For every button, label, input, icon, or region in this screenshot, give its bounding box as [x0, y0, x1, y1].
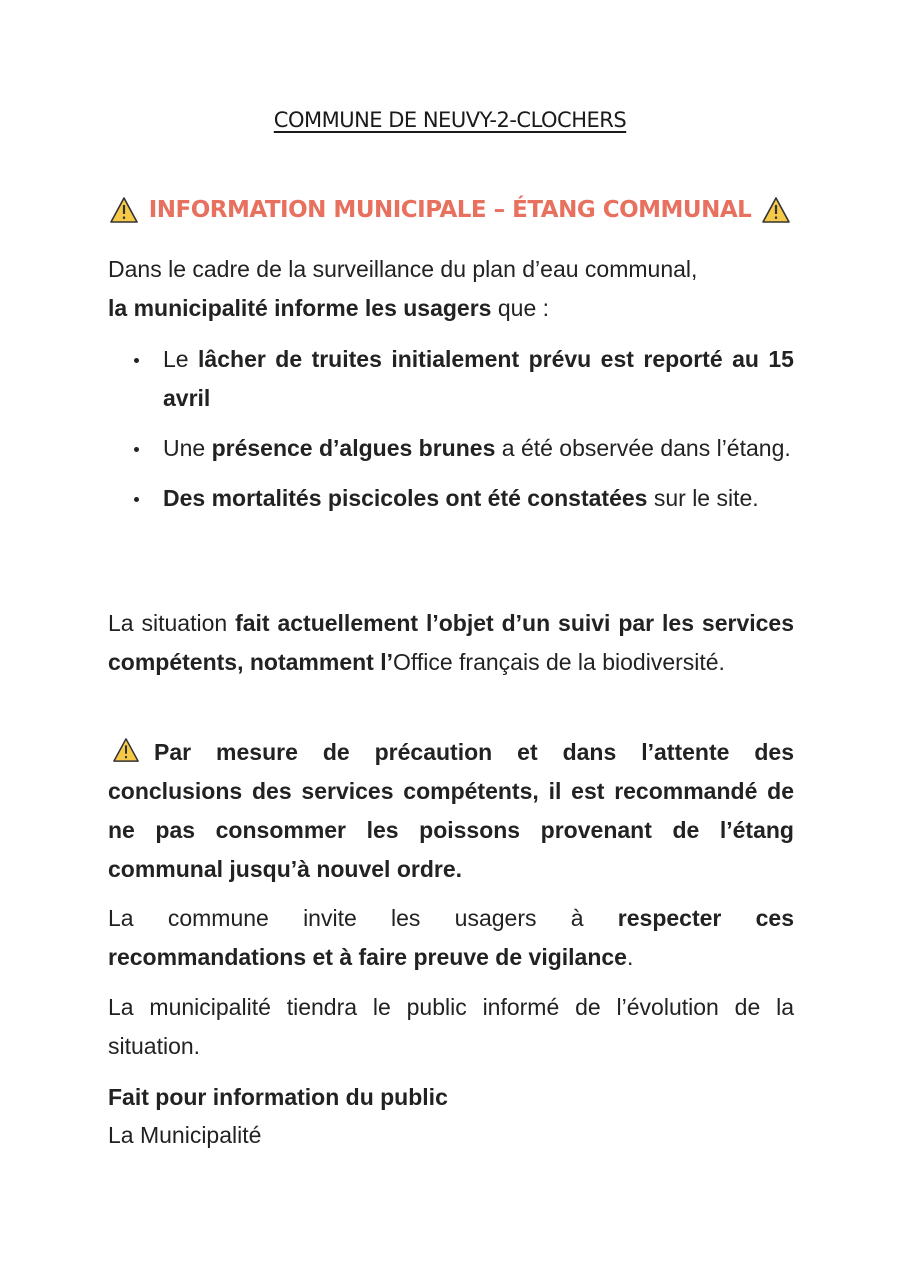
headline-row: [0, 196, 900, 224]
intro-paragraph: [108, 250, 794, 328]
intro-line: Dans le cadre de la surveillance du plan d’eau communal,: [108, 256, 698, 282]
warning-triangle-icon: [761, 196, 791, 224]
info-paragraph: La municipalité tiendra le public informé de l’évolution de la situation.: [108, 994, 794, 1059]
warning-triangle-icon: [112, 737, 140, 763]
closing-statement: Fait pour information du public: [108, 1084, 448, 1110]
list-item: Une présence d’algues brunes a été observée dans l’étang.: [108, 429, 794, 468]
headline-title: INFORMATION MUNICIPALE – ÉTANG COMMUNAL: [148, 197, 752, 223]
list-item: Des mortalités piscicoles ont été constatées sur le site.: [108, 479, 794, 518]
signature: La Municipalité: [108, 1122, 262, 1148]
bullet-list: [108, 340, 794, 529]
precaution-text: Par mesure de précaution et dans l’attente des conclusions des services compétents, il est recommandé de ne pas consommer les poissons provenant de l’étang communal jusqu’à nouvel ordre.: [108, 739, 794, 882]
invite-paragraph: La commune invite les usagers à respecter ces recommandations et à faire preuve de vigilance.: [108, 905, 794, 970]
list-item: Le lâcher de truites initialement prévu est reporté au 15 avril: [108, 340, 794, 418]
commune-title: COMMUNE DE NEUVY-2-CLOCHERS: [273, 108, 627, 132]
intro-bold: la municipalité informe les usagers: [108, 295, 492, 321]
intro-tail: que :: [491, 295, 550, 321]
warning-triangle-icon: [109, 196, 139, 224]
precaution-paragraph: [108, 733, 794, 889]
situation-paragraph: La situation fait actuellement l’objet d’un suivi par les services compétents, notamment l’Office français de la biodiversité.: [108, 610, 794, 675]
